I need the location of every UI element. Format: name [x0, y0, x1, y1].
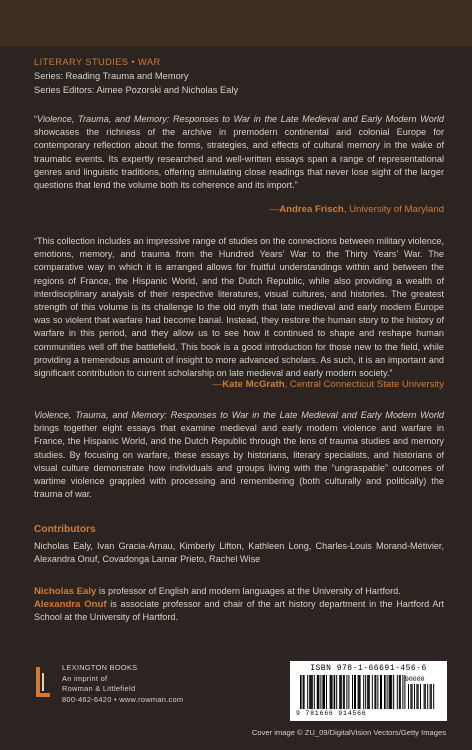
barcode-bar: [374, 675, 375, 709]
barcode-bar: [343, 675, 344, 709]
barcode-addon-bar: [430, 684, 431, 709]
barcode-bar: [300, 675, 302, 709]
barcode-bar: [365, 675, 366, 709]
barcode-bar: [331, 675, 332, 709]
barcode-bar: [324, 675, 325, 709]
barcode-bar: [322, 675, 324, 709]
attribution-frisch: [270, 203, 444, 216]
reviewer-institution: , Central Connecticut State University: [284, 379, 444, 390]
barcode-bar: [390, 675, 392, 709]
barcode-bar: [381, 675, 382, 709]
barcode-bar: [358, 675, 359, 709]
barcode-bar: [307, 675, 308, 709]
description-book-title: Violence, Trauma, and Memory: Responses to War in the Late Medieval and Early Modern World: [34, 410, 444, 420]
barcode-addon-bar: [412, 684, 413, 709]
barcode-bar: [367, 675, 369, 709]
barcode-bar: [344, 675, 345, 709]
barcode-bar: [311, 675, 313, 709]
barcode-bar: [380, 675, 381, 709]
series-info: [34, 55, 444, 97]
barcode-addon-bar: [410, 684, 411, 709]
barcode-bar: [399, 675, 400, 709]
editor-name-2: Alexandra Onuf: [34, 599, 107, 611]
barcode-bar: [341, 675, 342, 709]
barcode-bar: [359, 675, 360, 709]
cover-image-credit: Cover image © ZU_09/DigitalVision Vectors/Getty Images: [251, 728, 446, 737]
contributors-list: Nicholas Ealy, Ivan Gracia-Arnau, Kimberly Lifton, Kathleen Long, Charles-Louis Morand-Métivier, Alexandra Onuf, Covadonga Lamar Prieto, Rachel Wise: [34, 541, 444, 565]
barcode-bar: [389, 675, 390, 709]
reviewer-institution: , University of Maryland: [343, 204, 444, 215]
attribution-mcgrath: [213, 378, 444, 391]
blurb-mcgrath: “This collection includes an impressive range of studies on the connections between military violence, emotions, memory, and trauma from the Hundred Years’ War to the Thirty Years’ War. The comparative way in which it is arranged allows for fruitful understandings within and between the regions of France, the Hispanic World, and the Dutch Republic, while also providing a wealth of interdisciplinary analysis of their respective literatures, visual cultures, and histories. The greatest strength of this volume is its challenge to the old myth that late medieval and early modern Europe was so violent that warfare had become banal. Instead, they restore the human story to the history of warfare in this period, and they allow us to see how it continued to shape and reshape human communities well off the battlefield. This book is a good introduction for those new to the field, while providing a tremendous amount of insight to more advanced scholars. As such, it is an important and significant contribution to current scholarship on late medieval and early modern society.”: [34, 236, 444, 379]
publisher-contact: 800-462-6420 • www.rowman.com: [62, 694, 184, 704]
attribution-dash: —: [212, 379, 223, 390]
barcode-addon-bar: [420, 684, 421, 709]
editor-bio-1: is professor of English and modern languages at the University of Hartford.: [96, 586, 401, 596]
series-category: LITERARY STUDIES • WAR: [34, 57, 161, 67]
publisher-name: LEXINGTON BOOKS: [62, 663, 138, 672]
barcode-bar: [377, 675, 378, 709]
barcode-bar: [318, 675, 319, 709]
top-band: [0, 0, 472, 46]
barcode-bar: [393, 675, 394, 709]
editors-bio: [34, 585, 444, 625]
barcode-addon-bar: [427, 684, 428, 709]
barcode-bar: [314, 675, 315, 709]
barcode-bar: [391, 675, 392, 709]
description-text: brings together eight essays that examine medieval and early modern violence and warfare in France, the Hispanic World, and the Dutch Republic through the lens of trauma studies and memory studies. By focusing on warfare, these essays by historians, literary specialists, and historians of visual culture demonstrate how individuals and groups living with the “ungraspable” outcomes of wartime violence grappled with processing and remembering (both culturally and politically) the trauma of war.: [34, 423, 444, 500]
publisher-parent: Rowman & Littlefield: [62, 684, 136, 693]
barcode-bar: [369, 675, 370, 709]
barcode-bar: [397, 675, 398, 709]
attribution-dash: —: [269, 204, 280, 215]
barcode-bar: [384, 675, 386, 709]
barcode-bar: [372, 675, 373, 709]
barcode-bar: [332, 675, 333, 709]
barcode-bar: [360, 675, 361, 709]
blurb-book-title: Violence, Trauma, and Memory: Responses to War in the Late Medieval and Early Modern World: [37, 114, 444, 124]
barcode-bar: [317, 675, 319, 709]
isbn-barcode: [290, 661, 447, 721]
barcode-bar: [330, 675, 331, 709]
lexington-books-logo-icon: [34, 667, 54, 703]
editor-name-1: Nicholas Ealy: [34, 586, 97, 597]
isbn-number: ISBN 978-1-66691-456-6: [310, 664, 427, 673]
barcode-bar: [354, 675, 355, 709]
barcode-addon-bar: [418, 684, 419, 709]
reviewer-name: Andrea Frisch: [279, 204, 344, 215]
barcode-bar: [355, 675, 356, 709]
reviewer-name: Kate McGrath: [222, 379, 285, 390]
blurb-frisch: [34, 113, 444, 192]
barcode-bar: [400, 675, 401, 709]
barcode-addon-bar: [433, 684, 434, 709]
barcode-digits: 9 781666 914566: [296, 710, 367, 717]
barcode-bar: [387, 675, 388, 709]
series-editors: Series Editors: Aimee Pozorski and Nicholas Ealy: [34, 85, 239, 95]
blurb-text: showcases the richness of the archive in premodern continental and colonial Europe for contemporary reflection about the forms, strategies, and effects of cultural memory in the wake of traumatic events. Its expertly researched and well-written essays span a range of representational genres and linguistic traditions, offering stimulating close readings that never lose sight of the larger questions that lend the volume both its coherence and its import.”: [34, 127, 444, 191]
barcode-addon-bar: [408, 684, 409, 709]
contributors-heading: Contributors: [34, 524, 96, 535]
barcode-addon-bar: [416, 684, 417, 709]
barcode-bar: [339, 675, 341, 709]
barcode-bar: [375, 675, 376, 709]
publisher-text: [62, 663, 183, 705]
series-name: Series: Reading Trauma and Memory: [34, 71, 189, 81]
barcode-addon-bar: [414, 684, 415, 709]
barcode-bar: [402, 675, 403, 709]
barcode-bar: [336, 675, 337, 709]
barcode-bar: [303, 675, 304, 709]
book-description: [34, 409, 444, 501]
barcode-bar: [320, 675, 321, 709]
open-quote: “: [34, 114, 38, 124]
barcode-bar: [352, 675, 353, 709]
barcode-bar: [363, 675, 364, 709]
barcode-bar: [304, 675, 305, 709]
barcode-addon: 90000: [405, 676, 425, 683]
editor-bio-2: is associate professor and chair of the art history department in the Hartford Art School at the University of Hartford.: [34, 599, 445, 623]
barcode-addon-bar: [424, 684, 425, 709]
barcode-addon-bar: [425, 684, 426, 709]
barcode-bar: [348, 675, 349, 709]
barcode-bar: [334, 675, 336, 709]
barcode-bar: [346, 675, 347, 709]
barcode-bar: [309, 675, 310, 709]
barcode-bar: [326, 675, 327, 709]
barcode-bar: [310, 675, 311, 709]
barcode-addon-bar: [431, 684, 432, 709]
publisher-imprint: An imprint of: [62, 673, 108, 683]
